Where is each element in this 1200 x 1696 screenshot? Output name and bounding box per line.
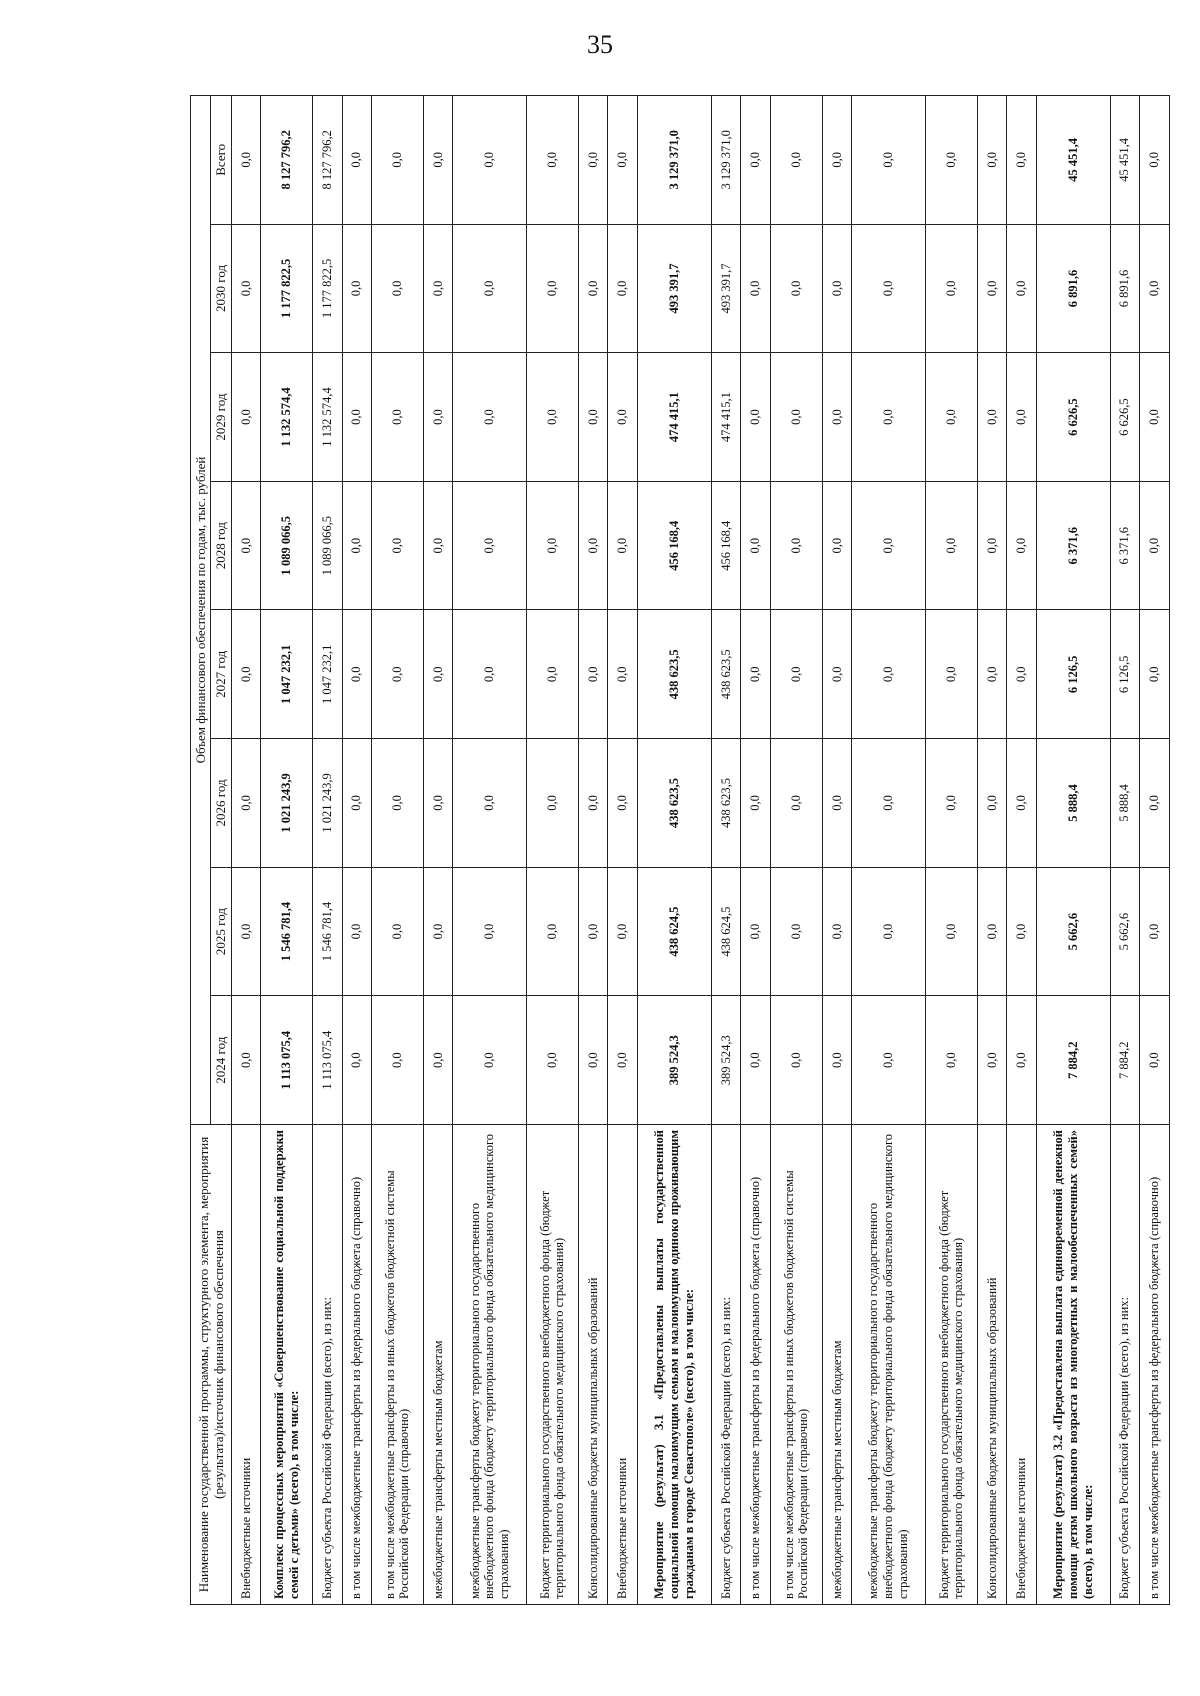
table-row xyxy=(527,96,579,1605)
row-label: межбюджетные трансферты бюджету территориального государственного внебюджетного фонда (бюджету территориального фонда обязательного медицинского страхования) xyxy=(852,1125,926,1605)
value-cell: 1 177 822,5 xyxy=(261,224,313,353)
value-cell: 0,0 xyxy=(852,610,926,739)
value-cell: 0,0 xyxy=(770,224,822,353)
table-row xyxy=(925,96,977,1605)
value-cell: 6 626,5 xyxy=(1036,353,1110,482)
table-row xyxy=(231,96,261,1605)
value-cell: 0,0 xyxy=(342,996,372,1125)
value-cell: 0,0 xyxy=(741,96,771,225)
value-cell: 0,0 xyxy=(231,610,261,739)
value-cell: 3 129 371,0 xyxy=(637,96,711,225)
value-cell: 0,0 xyxy=(453,353,527,482)
value-cell: 0,0 xyxy=(527,96,579,225)
value-cell: 0,0 xyxy=(977,481,1007,610)
rotated-table-container xyxy=(190,95,1170,1605)
value-cell: 0,0 xyxy=(527,224,579,353)
value-cell: 45 451,4 xyxy=(1110,96,1140,225)
value-cell: 0,0 xyxy=(527,996,579,1125)
value-cell: 0,0 xyxy=(527,481,579,610)
value-cell: 0,0 xyxy=(342,353,372,482)
table-row xyxy=(852,96,926,1605)
value-cell: 0,0 xyxy=(770,481,822,610)
rotated-table-area xyxy=(190,95,1170,1605)
value-cell: 0,0 xyxy=(770,996,822,1125)
value-cell: 0,0 xyxy=(1140,996,1170,1125)
value-cell: 0,0 xyxy=(1007,867,1037,996)
value-cell: 0,0 xyxy=(423,96,453,225)
table-row xyxy=(711,96,741,1605)
value-cell: 0,0 xyxy=(231,96,261,225)
value-cell: 0,0 xyxy=(925,610,977,739)
value-cell: 438 623,5 xyxy=(637,739,711,868)
value-cell: 0,0 xyxy=(608,96,638,225)
value-cell: 389 524,3 xyxy=(711,996,741,1125)
year-header: 2028 год xyxy=(211,481,231,610)
value-cell: 1 177 822,5 xyxy=(312,224,342,353)
table-row xyxy=(770,96,822,1605)
page-number: 35 xyxy=(587,30,613,59)
header-row-top xyxy=(191,96,211,1605)
table-row xyxy=(312,96,342,1605)
value-cell: 0,0 xyxy=(231,481,261,610)
value-cell: 0,0 xyxy=(977,610,1007,739)
value-cell: 1 047 232,1 xyxy=(261,610,313,739)
value-cell: 0,0 xyxy=(372,996,424,1125)
value-cell: 0,0 xyxy=(852,867,926,996)
value-cell: 0,0 xyxy=(608,867,638,996)
value-cell: 0,0 xyxy=(231,353,261,482)
value-cell: 0,0 xyxy=(342,867,372,996)
value-cell: 0,0 xyxy=(608,353,638,482)
value-cell: 0,0 xyxy=(741,353,771,482)
table-body xyxy=(231,96,1169,1605)
value-cell: 0,0 xyxy=(1007,353,1037,482)
value-cell: 0,0 xyxy=(1007,996,1037,1125)
value-cell: 456 168,4 xyxy=(637,481,711,610)
value-cell: 0,0 xyxy=(342,224,372,353)
value-cell: 0,0 xyxy=(608,739,638,868)
value-cell: 438 624,5 xyxy=(637,867,711,996)
row-label: в том числе межбюджетные трансферты из федерального бюджета (справочно) xyxy=(741,1125,771,1605)
value-cell: 0,0 xyxy=(822,96,852,225)
row-label: в том числе межбюджетные трансферты из федерального бюджета (справочно) xyxy=(342,1125,372,1605)
value-cell: 0,0 xyxy=(453,996,527,1125)
row-label: Консолидированные бюджеты муниципальных образований xyxy=(578,1125,608,1605)
value-cell: 6 126,5 xyxy=(1036,610,1110,739)
row-label: Консолидированные бюджеты муниципальных образований xyxy=(977,1125,1007,1605)
value-cell: 0,0 xyxy=(852,996,926,1125)
row-label: Бюджет субъекта Российской Федерации (всего), из них: xyxy=(711,1125,741,1605)
row-label: межбюджетные трансферты бюджету территориального государственного внебюджетного фонда (бюджету территориального фонда обязательного медицинского страхования) xyxy=(453,1125,527,1605)
table-row xyxy=(822,96,852,1605)
value-cell: 0,0 xyxy=(423,610,453,739)
value-cell: 0,0 xyxy=(977,353,1007,482)
row-label: Бюджет субъекта Российской Федерации (всего), из них: xyxy=(312,1125,342,1605)
value-cell: 0,0 xyxy=(423,996,453,1125)
value-cell: 7 884,2 xyxy=(1036,996,1110,1125)
value-cell: 0,0 xyxy=(852,739,926,868)
value-cell: 0,0 xyxy=(1140,96,1170,225)
row-label: Мероприятие (результат) 3.1 «Предоставлены выплаты государственной социальной помощи малоимущим семьям и малоимущим одиноко проживающим гражданам в городе Севастополе» (всего), в том числе: xyxy=(637,1125,711,1605)
value-cell: 45 451,4 xyxy=(1036,96,1110,225)
volume-header: Объем финансового обеспечения по годам, тыс. рублей xyxy=(191,96,211,1125)
value-cell: 0,0 xyxy=(578,481,608,610)
table-row xyxy=(977,96,1007,1605)
value-cell: 0,0 xyxy=(1007,739,1037,868)
table-row xyxy=(637,96,711,1605)
table-row xyxy=(261,96,313,1605)
value-cell: 0,0 xyxy=(608,224,638,353)
value-cell: 0,0 xyxy=(977,739,1007,868)
value-cell: 0,0 xyxy=(822,739,852,868)
value-cell: 0,0 xyxy=(578,96,608,225)
table-row xyxy=(453,96,527,1605)
value-cell: 0,0 xyxy=(741,610,771,739)
value-cell: 3 129 371,0 xyxy=(711,96,741,225)
value-cell: 0,0 xyxy=(372,353,424,482)
value-cell: 0,0 xyxy=(372,867,424,996)
value-cell: 0,0 xyxy=(977,996,1007,1125)
value-cell: 474 415,1 xyxy=(711,353,741,482)
value-cell: 0,0 xyxy=(1007,224,1037,353)
value-cell: 0,0 xyxy=(423,739,453,868)
table-row xyxy=(1007,96,1037,1605)
value-cell: 0,0 xyxy=(372,610,424,739)
value-cell: 0,0 xyxy=(342,481,372,610)
value-cell: 0,0 xyxy=(342,610,372,739)
value-cell: 438 624,5 xyxy=(711,867,741,996)
value-cell: 1 132 574,4 xyxy=(261,353,313,482)
year-header: Всего xyxy=(211,96,231,225)
value-cell: 493 391,7 xyxy=(637,224,711,353)
value-cell: 0,0 xyxy=(578,996,608,1125)
value-cell: 0,0 xyxy=(423,353,453,482)
value-cell: 0,0 xyxy=(741,996,771,1125)
value-cell: 0,0 xyxy=(925,739,977,868)
value-cell: 0,0 xyxy=(608,996,638,1125)
value-cell: 0,0 xyxy=(741,739,771,868)
value-cell: 0,0 xyxy=(423,481,453,610)
value-cell: 0,0 xyxy=(977,224,1007,353)
value-cell: 1 546 781,4 xyxy=(312,867,342,996)
table-row xyxy=(1140,96,1170,1605)
value-cell: 0,0 xyxy=(231,739,261,868)
row-label: Внебюджетные источники xyxy=(1007,1125,1037,1605)
row-label: Мероприятие (результат) 3.2 «Предоставлена выплата единовременной денежной помощи детям школьного возраста из многодетных и малообеспеченных семей» (всего), в том числе: xyxy=(1036,1125,1110,1605)
value-cell: 0,0 xyxy=(770,353,822,482)
value-cell: 0,0 xyxy=(852,481,926,610)
row-label: Внебюджетные источники xyxy=(608,1125,638,1605)
value-cell: 0,0 xyxy=(608,610,638,739)
value-cell: 438 623,5 xyxy=(637,610,711,739)
value-cell: 0,0 xyxy=(1140,610,1170,739)
value-cell: 0,0 xyxy=(925,353,977,482)
value-cell: 5 888,4 xyxy=(1036,739,1110,868)
table-row xyxy=(342,96,372,1605)
value-cell: 0,0 xyxy=(453,224,527,353)
value-cell: 8 127 796,2 xyxy=(312,96,342,225)
value-cell: 0,0 xyxy=(578,353,608,482)
value-cell: 0,0 xyxy=(527,739,579,868)
value-cell: 6 891,6 xyxy=(1110,224,1140,353)
value-cell: 0,0 xyxy=(372,739,424,868)
value-cell: 0,0 xyxy=(578,739,608,868)
value-cell: 7 884,2 xyxy=(1110,996,1140,1125)
value-cell: 1 021 243,9 xyxy=(312,739,342,868)
value-cell: 0,0 xyxy=(852,96,926,225)
value-cell: 0,0 xyxy=(1140,353,1170,482)
year-header: 2026 год xyxy=(211,739,231,868)
value-cell: 0,0 xyxy=(342,96,372,225)
row-label: Бюджет субъекта Российской Федерации (всего), из них: xyxy=(1110,1125,1140,1605)
value-cell: 0,0 xyxy=(527,867,579,996)
financing-table xyxy=(190,95,1170,1605)
value-cell: 0,0 xyxy=(977,96,1007,225)
year-header: 2025 год xyxy=(211,867,231,996)
value-cell: 0,0 xyxy=(925,224,977,353)
row-label: в том числе межбюджетные трансферты из иных бюджетов бюджетной системы Российской Федерации (справочно) xyxy=(372,1125,424,1605)
value-cell: 1 113 075,4 xyxy=(261,996,313,1125)
value-cell: 0,0 xyxy=(822,224,852,353)
value-cell: 0,0 xyxy=(453,610,527,739)
value-cell: 0,0 xyxy=(770,610,822,739)
value-cell: 0,0 xyxy=(578,610,608,739)
value-cell: 0,0 xyxy=(231,867,261,996)
table-row xyxy=(1110,96,1140,1605)
value-cell: 0,0 xyxy=(231,224,261,353)
value-cell: 0,0 xyxy=(578,867,608,996)
value-cell: 0,0 xyxy=(822,481,852,610)
value-cell: 0,0 xyxy=(608,481,638,610)
value-cell: 0,0 xyxy=(423,224,453,353)
row-label: межбюджетные трансферты местным бюджетам xyxy=(423,1125,453,1605)
value-cell: 0,0 xyxy=(453,739,527,868)
value-cell: 0,0 xyxy=(527,353,579,482)
value-cell: 1 132 574,4 xyxy=(312,353,342,482)
value-cell: 0,0 xyxy=(527,610,579,739)
value-cell: 0,0 xyxy=(770,867,822,996)
value-cell: 0,0 xyxy=(453,96,527,225)
value-cell: 438 623,5 xyxy=(711,739,741,868)
value-cell: 0,0 xyxy=(925,481,977,610)
name-column-header: Наименование государственной программы, структурного элемента, мероприятия (результата)/источник финансового обеспечения xyxy=(191,1125,232,1605)
value-cell: 0,0 xyxy=(1007,96,1037,225)
value-cell: 1 113 075,4 xyxy=(312,996,342,1125)
value-cell: 0,0 xyxy=(741,224,771,353)
year-header: 2030 год xyxy=(211,224,231,353)
value-cell: 6 371,6 xyxy=(1110,481,1140,610)
value-cell: 0,0 xyxy=(231,996,261,1125)
table-row xyxy=(423,96,453,1605)
value-cell: 5 888,4 xyxy=(1110,739,1140,868)
value-cell: 0,0 xyxy=(852,224,926,353)
value-cell: 0,0 xyxy=(1007,481,1037,610)
value-cell: 0,0 xyxy=(342,739,372,868)
value-cell: 5 662,6 xyxy=(1110,867,1140,996)
value-cell: 0,0 xyxy=(372,481,424,610)
value-cell: 0,0 xyxy=(372,96,424,225)
value-cell: 1 021 243,9 xyxy=(261,739,313,868)
year-header: 2024 год xyxy=(211,996,231,1125)
value-cell: 5 662,6 xyxy=(1036,867,1110,996)
row-label: межбюджетные трансферты местным бюджетам xyxy=(822,1125,852,1605)
value-cell: 0,0 xyxy=(925,996,977,1125)
value-cell: 0,0 xyxy=(1140,481,1170,610)
value-cell: 1 089 066,5 xyxy=(261,481,313,610)
value-cell: 0,0 xyxy=(925,867,977,996)
value-cell: 6 626,5 xyxy=(1110,353,1140,482)
value-cell: 0,0 xyxy=(977,867,1007,996)
value-cell: 438 623,5 xyxy=(711,610,741,739)
value-cell: 1 089 066,5 xyxy=(312,481,342,610)
row-label: Комплекс процессных мероприятий «Совершенствование социальной поддержки семей с детьми» (всего), в том числе: xyxy=(261,1125,313,1605)
table-row xyxy=(1036,96,1110,1605)
year-header: 2029 год xyxy=(211,353,231,482)
row-label: Бюджет территориального государственного внебюджетного фонда (бюджет территориального фонда обязательного медицинского страхования) xyxy=(925,1125,977,1605)
value-cell: 0,0 xyxy=(852,353,926,482)
table-row xyxy=(741,96,771,1605)
value-cell: 0,0 xyxy=(822,610,852,739)
row-label: Внебюджетные источники xyxy=(231,1125,261,1605)
value-cell: 456 168,4 xyxy=(711,481,741,610)
value-cell: 0,0 xyxy=(1140,739,1170,868)
value-cell: 0,0 xyxy=(1007,610,1037,739)
value-cell: 0,0 xyxy=(1140,224,1170,353)
value-cell: 0,0 xyxy=(372,224,424,353)
value-cell: 0,0 xyxy=(822,353,852,482)
value-cell: 0,0 xyxy=(741,481,771,610)
value-cell: 0,0 xyxy=(1140,867,1170,996)
value-cell: 0,0 xyxy=(453,481,527,610)
value-cell: 6 371,6 xyxy=(1036,481,1110,610)
year-header: 2027 год xyxy=(211,610,231,739)
value-cell: 8 127 796,2 xyxy=(261,96,313,225)
value-cell: 6 891,6 xyxy=(1036,224,1110,353)
value-cell: 0,0 xyxy=(770,739,822,868)
row-label: в том числе межбюджетные трансферты из иных бюджетов бюджетной системы Российской Федерации (справочно) xyxy=(770,1125,822,1605)
table-row xyxy=(608,96,638,1605)
value-cell: 0,0 xyxy=(423,867,453,996)
value-cell: 0,0 xyxy=(741,867,771,996)
value-cell: 0,0 xyxy=(822,996,852,1125)
value-cell: 1 047 232,1 xyxy=(312,610,342,739)
row-label: Бюджет территориального государственного внебюджетного фонда (бюджет территориального фонда обязательного медицинского страхования) xyxy=(527,1125,579,1605)
value-cell: 0,0 xyxy=(453,867,527,996)
table-row xyxy=(578,96,608,1605)
value-cell: 474 415,1 xyxy=(637,353,711,482)
table-row xyxy=(372,96,424,1605)
value-cell: 0,0 xyxy=(578,224,608,353)
value-cell: 493 391,7 xyxy=(711,224,741,353)
row-label: в том числе межбюджетные трансферты из федерального бюджета (справочно) xyxy=(1140,1125,1170,1605)
value-cell: 0,0 xyxy=(822,867,852,996)
value-cell: 1 546 781,4 xyxy=(261,867,313,996)
value-cell: 389 524,3 xyxy=(637,996,711,1125)
value-cell: 0,0 xyxy=(925,96,977,225)
value-cell: 6 126,5 xyxy=(1110,610,1140,739)
value-cell: 0,0 xyxy=(770,96,822,225)
